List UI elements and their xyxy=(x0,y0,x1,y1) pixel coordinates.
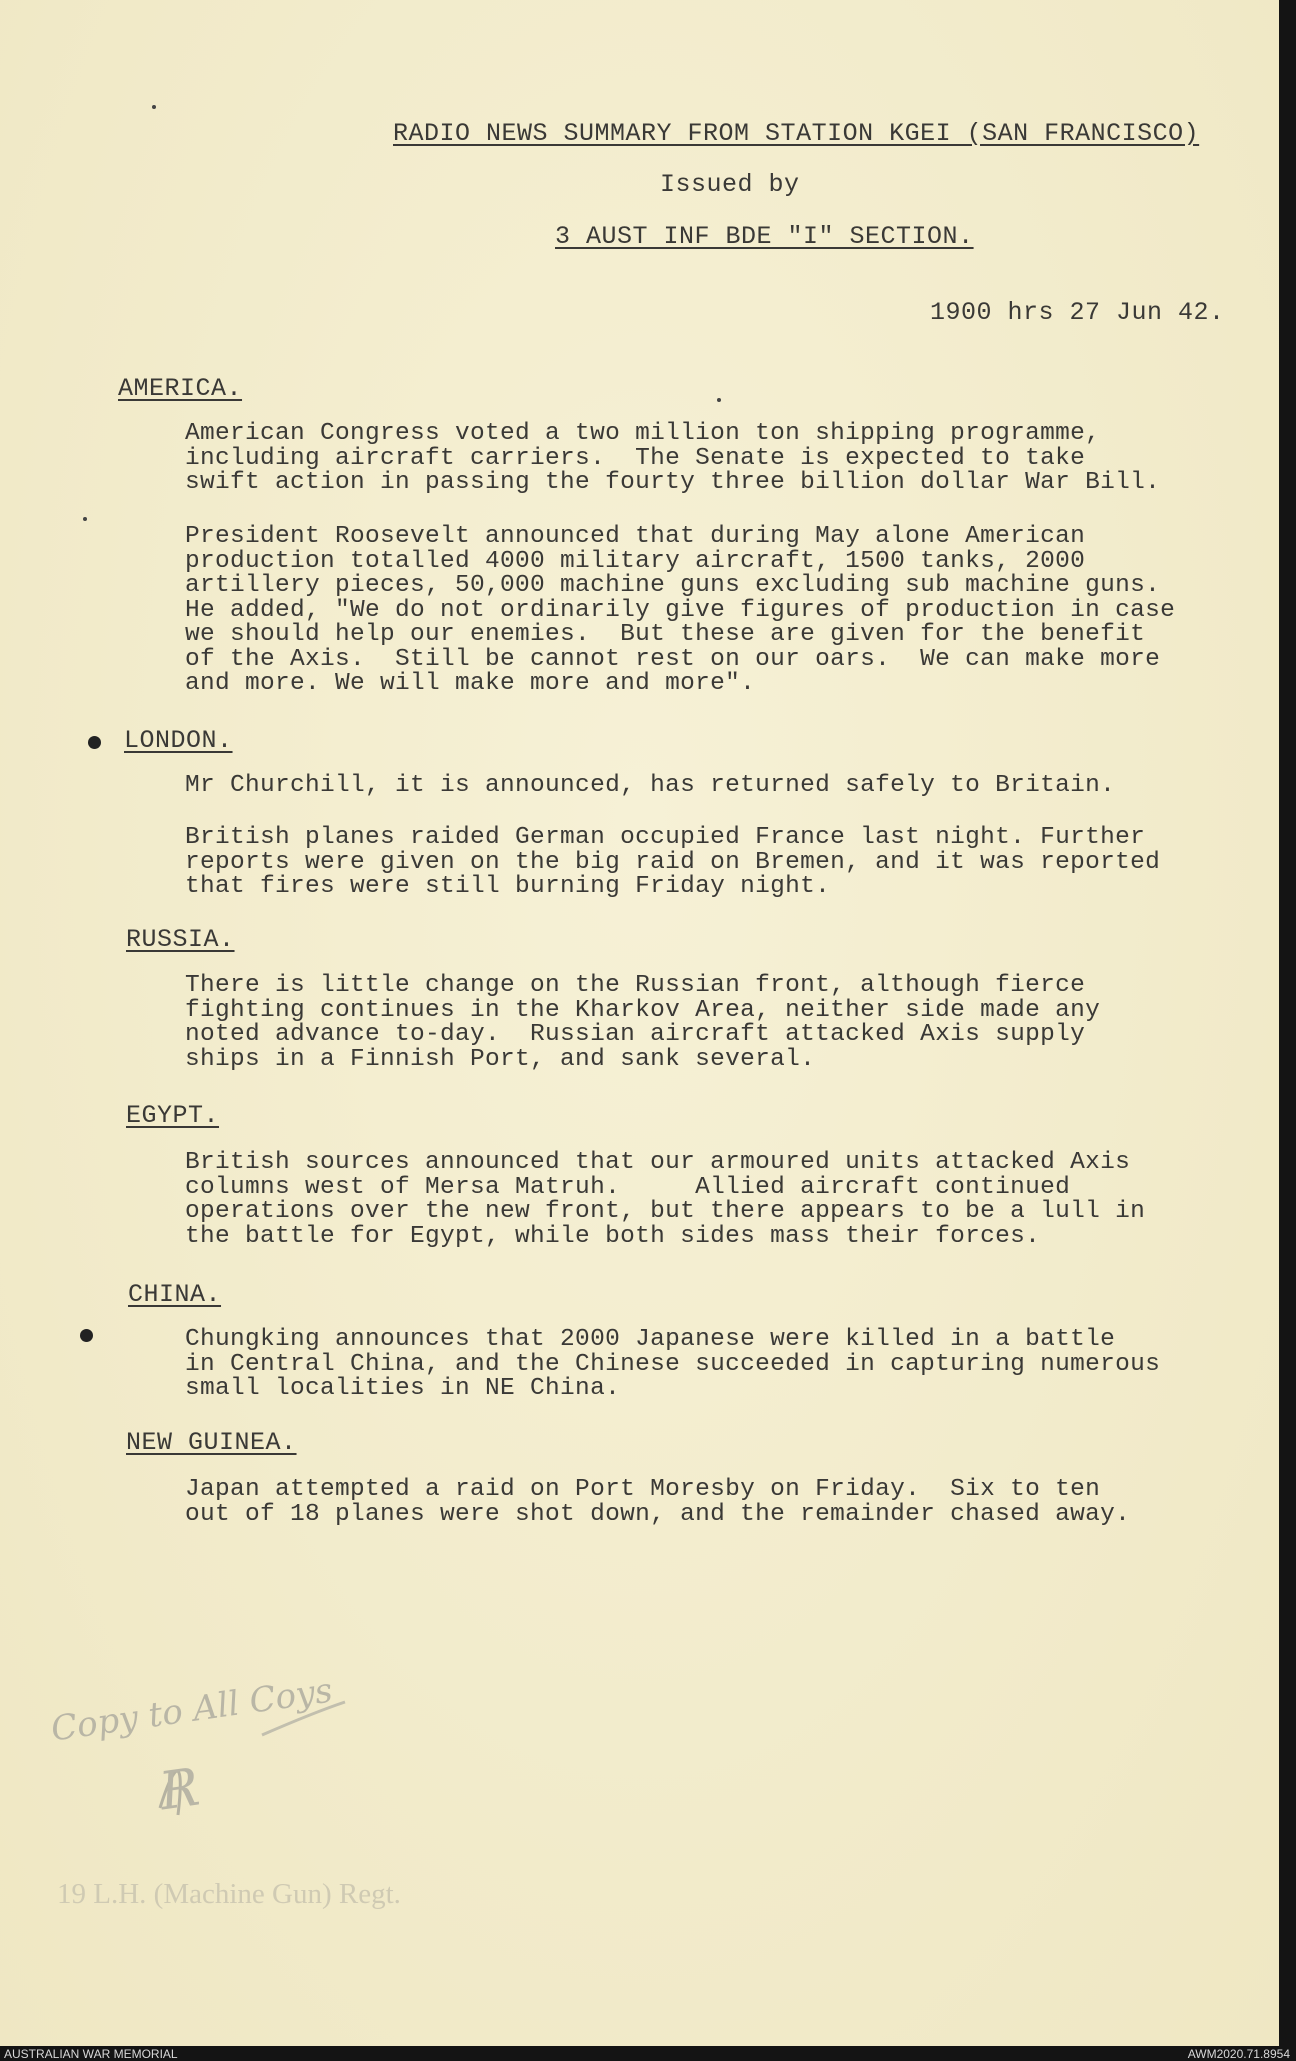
handwritten-note: Copy to All Coys xyxy=(48,1670,335,1750)
section-paragraph: British planes raided German occupied France last night. Further reports were given on the big raid on Bremen, and it was reported that fires were still burning Friday night. xyxy=(185,824,1161,900)
section-heading: EGYPT. xyxy=(126,1101,220,1130)
section-paragraph: American Congress voted a two million ton shipping programme, including aircraft carriers. The Senate is expected to take swift action in passing the fourty three billion dollar War Bill. xyxy=(185,420,1161,496)
issuing-unit: 3 AUST INF BDE "I" SECTION. xyxy=(555,222,974,251)
section-paragraph: There is little change on the Russian front, although fierce fighting continues in the Kharkov Area, neither side made any noted advance to-day. Russian aircraft attacked Axis supply ships in a Finnish Port, and sank several. xyxy=(185,972,1101,1073)
section-paragraph: British sources announced that our armoured units attacked Axis columns west of Mersa Matruh. Allied aircraft continued operations over the new front, but there appears to be a lull in the battle for Egypt, while both sides mass their forces. xyxy=(185,1149,1146,1250)
section-paragraph: Chungking announces that 2000 Japanese were killed in a battle in Central China, and the Chinese succeeded in capturing numerous small localities in NE China. xyxy=(185,1326,1161,1402)
section-paragraph: President Roosevelt announced that during May alone American production totalled 4000 military aircraft, 1500 tanks, 2000 artillery pieces, 50,000 machine guns excluding sub machine guns. He added, "We do not ordinarily give figures of production in case we should help our enemies. But these are given for the benefit of the Axis. Still be cannot rest on our oars. We can make more and more. We will make more and more". xyxy=(185,523,1176,697)
section-heading: CHINA. xyxy=(128,1280,222,1309)
issued-by: Issued by xyxy=(660,170,800,199)
section-paragraph: Japan attempted a raid on Port Moresby on Friday. Six to ten out of 18 planes were shot down, and the remainder chased away. xyxy=(185,1476,1131,1528)
date-time: 1900 hrs 27 Jun 42. xyxy=(930,298,1225,327)
section-paragraph: Mr Churchill, it is announced, has returned safely to Britain. xyxy=(185,772,1116,799)
section-heading: AMERICA. xyxy=(118,374,243,403)
footer-left: AUSTRALIAN WAR MEMORIAL xyxy=(4,2047,178,2061)
footer-right: AWM2020.71.8954 xyxy=(1187,2047,1290,2061)
document-title: RADIO NEWS SUMMARY FROM STATION KGEI (SAN FRANCISCO) xyxy=(393,119,1200,148)
handwritten-initials: R xyxy=(156,1757,204,1823)
faint-regiment-stamp: 19 L.H. (Machine Gun) Regt. xyxy=(57,1878,401,1910)
section-heading: NEW GUINEA. xyxy=(126,1428,297,1457)
section-heading: LONDON. xyxy=(124,726,233,755)
section-heading: RUSSIA. xyxy=(126,925,235,954)
